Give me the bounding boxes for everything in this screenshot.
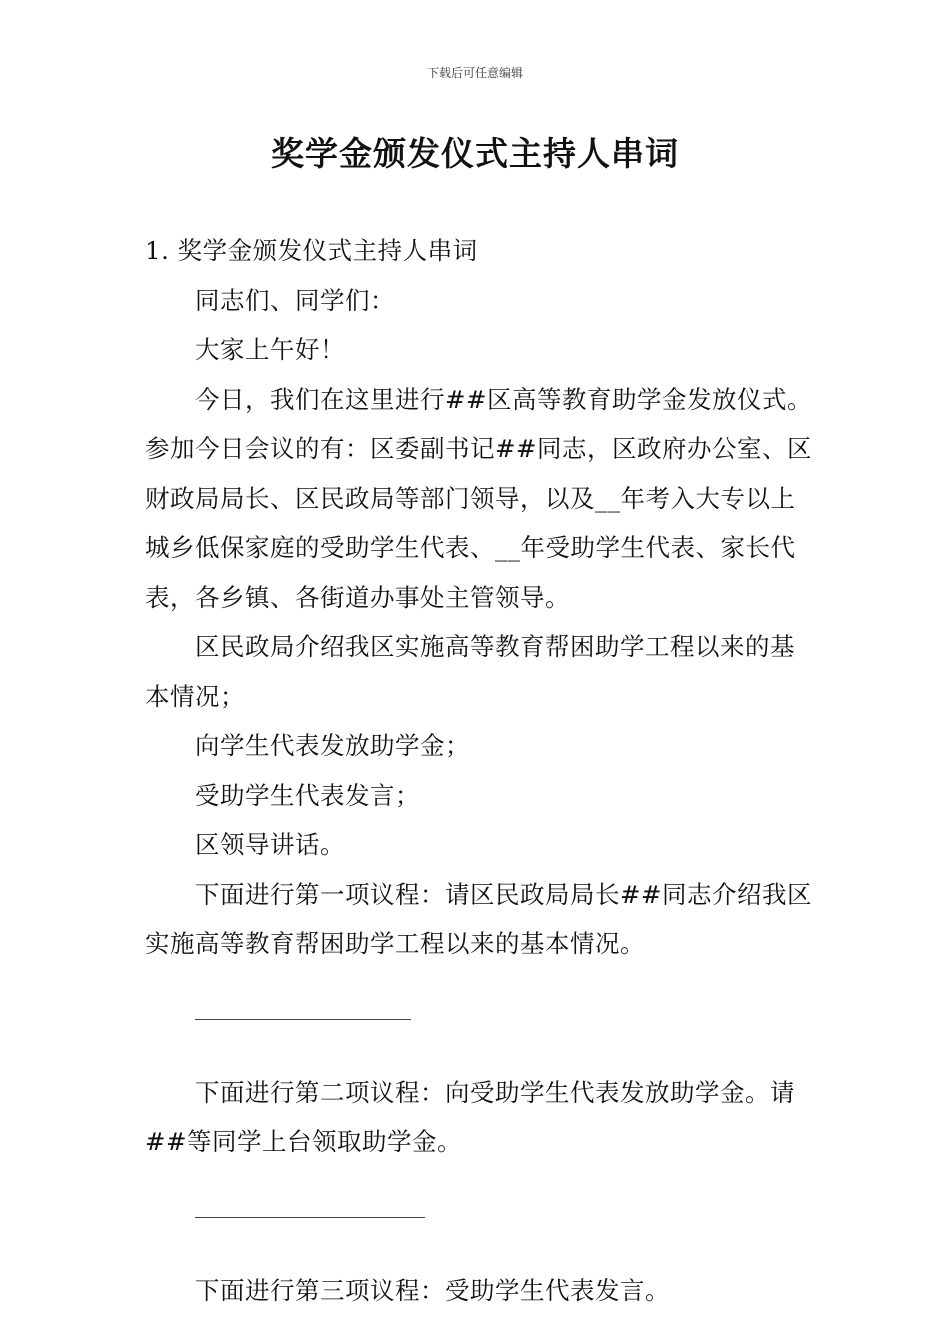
blank-line-1 [145,969,817,1068]
header-note: 下载后可任意编辑 [426,66,523,80]
section-heading: 1. 奖学金颁发仪式主持人串词 [145,236,478,265]
paragraph-agenda-3: 受助学生代表发言； [195,780,420,810]
paragraph-agenda-1: 区民政局介绍我区实施高等教育帮困助学工程以来的基本情况； [145,632,795,711]
underline-2 [195,1217,425,1218]
paragraph-agenda-4: 区领导讲话。 [195,830,345,859]
document-body [145,226,817,1315]
paragraph-agenda-2: 向学生代表发放助学金； [195,731,470,760]
paragraph-hello: 大家上午好！ [195,335,345,364]
paragraph-item-2: 下面进行第二项议程：向受助学生代表发放助学金。请##等同学上台领取助学金。 [145,1077,795,1156]
blank-line-2 [145,1167,817,1266]
document-title: 奖学金颁发仪式主持人串词 [271,134,679,173]
paragraph-item-1: 下面进行第一项议程：请区民政局局长##同志介绍我区实施高等教育帮困助学工程以来的基本情况。 [145,879,813,958]
paragraph-greeting: 同志们、同学们： [195,285,395,315]
paragraph-item-3: 下面进行第三项议程：受助学生代表发言。 [195,1275,670,1305]
underline-1 [195,1019,411,1020]
paragraph-intro: 今日，我们在这里进行##区高等教育助学金发放仪式。参加今日会议的有：区委副书记##同志，区政府办公室、区财政局局长、区民政局等部门领导，以及__年考入大专以上城乡低保家庭的受助学生代表、__年受助学生代表、家长代表，各乡镇、各街道办事处主管领导。 [145,384,813,612]
